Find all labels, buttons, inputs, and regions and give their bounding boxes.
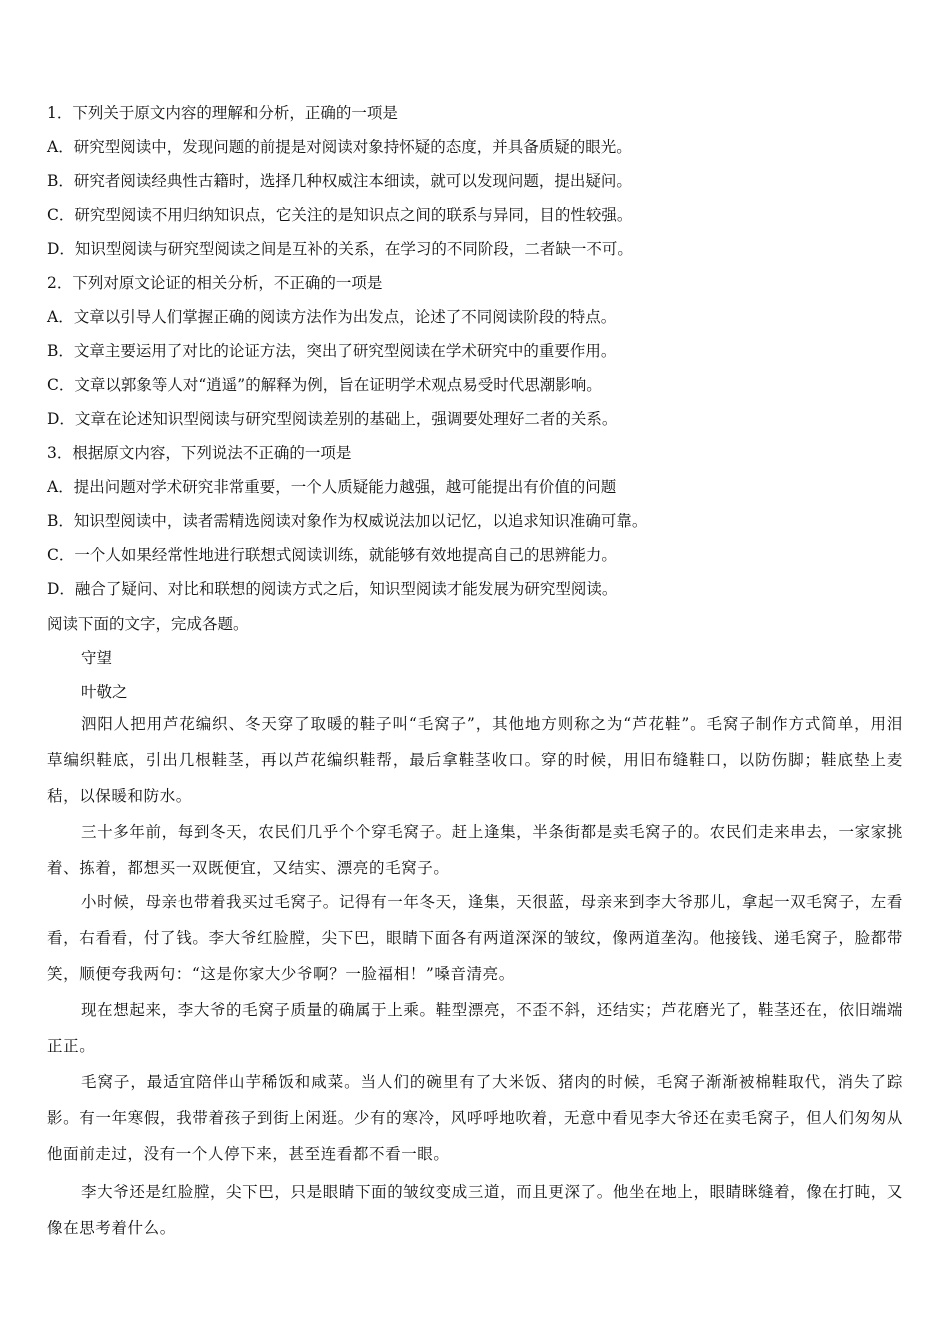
passage-paragraph-2: 三十多年前，每到冬天，农民们几乎个个穿毛窝子。赶上逢集，半条街都是卖毛窝子的。农民们走来串去，一家家挑着、拣着，都想买一双既便宜，又结实、漂亮的毛窝子。 xyxy=(47,823,903,877)
passage-paragraph-3: 小时候，母亲也带着我买过毛窝子。记得有一年冬天，逢集，天很蓝，母亲来到李大爷那儿，拿起一双毛窝子，左看看，右看看，付了钱。李大爷红脸膛，尖下巴，眼睛下面各有两道深深的皱纹，像两道垄沟。他接钱、递毛窝子，脸都带笑，顺便夸我两句：“这是你家大少爷啊？一脸福相！”嗓音清亮。 xyxy=(47,893,903,983)
question-3-option-b: B．知识型阅读中，读者需精选阅读对象作为权威说法加以记忆，以追求知识准确可靠。 xyxy=(47,512,648,530)
passage-paragraph-6: 李大爷还是红脸膛，尖下巴，只是眼睛下面的皱纹变成三道，而且更深了。他坐在地上，眼睛眯缝着，像在打盹，又像在思考着什么。 xyxy=(47,1183,903,1237)
passage-title: 守望 xyxy=(81,649,113,667)
passage-paragraph-4: 现在想起来，李大爷的毛窝子质量的确属于上乘。鞋型漂亮，不歪不斜，还结实；芦花磨光了，鞋茎还在，依旧端端正正。 xyxy=(47,1001,903,1055)
question-2-option-d: D．文章在论述知识型阅读与研究型阅读差别的基础上，强调要处理好二者的关系。 xyxy=(47,410,618,428)
question-3-option-c: C．一个人如果经常性地进行联想式阅读训练，就能够有效地提高自己的思辨能力。 xyxy=(47,546,617,564)
question-1-option-b: B．研究者阅读经典性古籍时，选择几种权威注本细读，就可以发现问题，提出疑问。 xyxy=(47,172,632,190)
question-1-option-c: C．研究型阅读不用归纳知识点，它关注的是知识点之间的联系与异同，目的性较强。 xyxy=(47,206,633,224)
question-1-option-a: A．研究型阅读中，发现问题的前提是对阅读对象持怀疑的态度，并具备质疑的眼光。 xyxy=(47,138,632,156)
passage-author: 叶敬之 xyxy=(81,683,128,701)
question-2-stem: 2．下列对原文论证的相关分析，不正确的一项是 xyxy=(47,274,383,292)
question-1-option-d: D．知识型阅读与研究型阅读之间是互补的关系，在学习的不同阶段，二者缺一不可。 xyxy=(47,240,633,258)
question-2-option-a: A．文章以引导人们掌握正确的阅读方法作为出发点，论述了不同阅读阶段的特点。 xyxy=(47,308,617,326)
question-3-option-d: D．融合了疑问、对比和联想的阅读方式之后，知识型阅读才能发展为研究型阅读。 xyxy=(47,580,618,598)
question-1-stem: 1．下列关于原文内容的理解和分析，正确的一项是 xyxy=(47,104,398,122)
question-3-option-a: A．提出问题对学术研究非常重要，一个人质疑能力越强，越可能提出有价值的问题 xyxy=(47,478,617,496)
question-2-option-b: B．文章主要运用了对比的论证方法，突出了研究型阅读在学术研究中的重要作用。 xyxy=(47,342,617,360)
passage-paragraph-1: 泗阳人把用芦花编织、冬天穿了取暖的鞋子叫“毛窝子”，其他地方则称之为“芦花鞋”。毛窝子制作方式简单，用泪草编织鞋底，引出几根鞋茎，再以芦花编织鞋帮，最后拿鞋茎收口。穿的时候，用旧布缝鞋口，以防伤脚；鞋底垫上麦秸，以保暖和防水。 xyxy=(47,715,903,805)
passage-paragraph-5: 毛窝子，最适宜陪伴山芋稀饭和咸菜。当人们的碗里有了大米饭、猪肉的时候，毛窝子渐渐被棉鞋取代，消失了踪影。有一年寒假，我带着孩子到街上闲逛。少有的寒冷，风呼呼地吹着，无意中看见李大爷还在卖毛窝子，但人们匆匆从他面前走过，没有一个人停下来，甚至连看都不看一眼。 xyxy=(47,1073,903,1163)
reading-instruction: 阅读下面的文字，完成各题。 xyxy=(47,615,249,633)
question-3-stem: 3．根据原文内容，下列说法不正确的一项是 xyxy=(47,444,352,462)
question-2-option-c: C．文章以郭象等人对“逍遥”的解释为例，旨在证明学术观点易受时代思潮影响。 xyxy=(47,376,602,394)
